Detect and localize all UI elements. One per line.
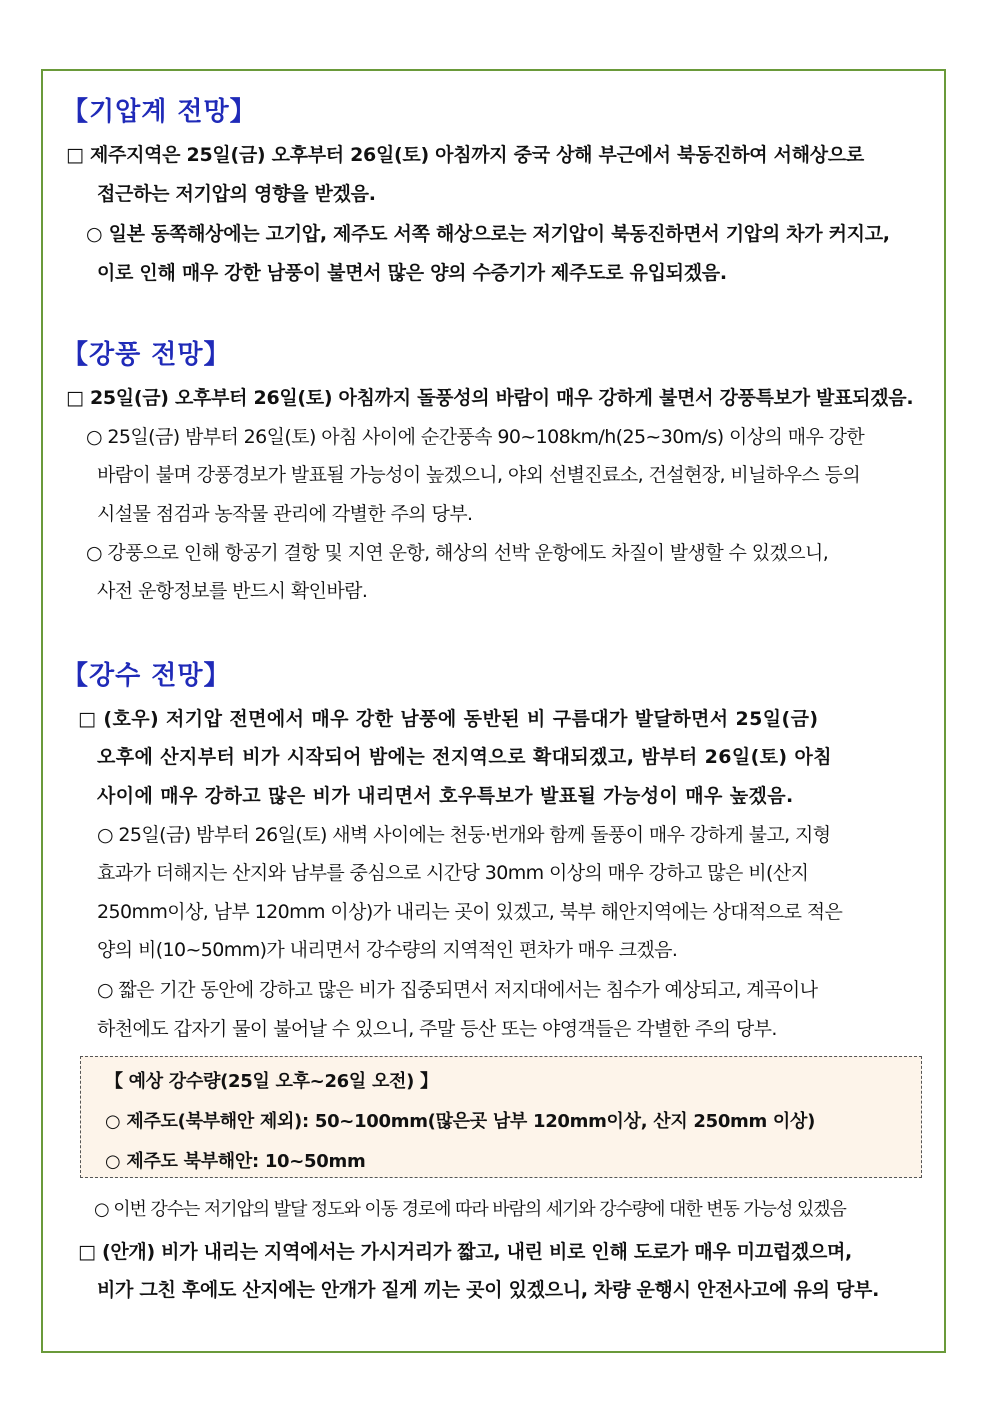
pressure-p2-line1: ○ 일본 동쪽해상에는 고기압, 제주도 서쪽 해상으로는 저기압이 북동진하면서 기압의 차가 커지고, xyxy=(86,223,890,245)
pressure-p1-line2: 접근하는 저기압의 영향을 받겠음. xyxy=(97,183,376,205)
wind-p2-line2: 바람이 불며 강풍경보가 발표될 가능성이 높겠으니, 야외 선별진료소, 건설현장, 비닐하우스 등의 xyxy=(97,464,861,486)
wind-heading: 【강풍 전망】 xyxy=(62,340,231,370)
wind-p2-line3: 시설물 점검과 농작물 관리에 각별한 주의 당부. xyxy=(97,503,473,525)
rain-p1-line1: □ (호우) 저기압 전면에서 매우 강한 남풍에 동반된 비 구름대가 발달하면서 25일(금) xyxy=(78,708,819,730)
rain-p3-line1: ○ 짧은 기간 동안에 강하고 많은 비가 집중되면서 저지대에서는 침수가 예상되고, 계곡이나 xyxy=(97,979,818,1001)
expected-rainfall-line1: ○ 제주도(북부해안 제외): 50~100mm(많은곳 남부 120mm이상, 산지 250mm 이상) xyxy=(105,1111,816,1132)
rain-p1-line3: 사이에 매우 강하고 많은 비가 내리면서 호우특보가 발표될 가능성이 매우 높겠음. xyxy=(97,785,794,807)
wind-p3-line2: 사전 운항정보를 반드시 확인바람. xyxy=(97,580,368,602)
rain-p2-line2: 효과가 더해지는 산지와 남부를 중심으로 시간당 30mm 이상의 매우 강하고 많은 비(산지 xyxy=(97,862,809,884)
expected-rainfall-line2: ○ 제주도 북부해안: 10~50mm xyxy=(105,1151,366,1172)
rain-p3-line2: 하천에도 갑자기 물이 불어날 수 있으니, 주말 등산 또는 야영객들은 각별한 주의 당부. xyxy=(97,1018,777,1040)
pressure-p2-line2: 이로 인해 매우 강한 남풍이 불면서 많은 양의 수증기가 제주도로 유입되겠음. xyxy=(97,262,727,284)
pressure-p1-line1: □ 제주지역은 25일(금) 오후부터 26일(토) 아침까지 중국 상해 부근에서 북동진하여 서해상으로 xyxy=(66,144,864,166)
wind-p1: □ 25일(금) 오후부터 26일(토) 아침까지 돌풍성의 바람이 매우 강하게 불면서 강풍특보가 발표되겠음. xyxy=(66,387,914,409)
expected-rainfall-box xyxy=(80,1056,922,1178)
rain-p5-line2: 비가 그친 후에도 산지에는 안개가 짙게 끼는 곳이 있겠으니, 차량 운행시 안전사고에 유의 당부. xyxy=(97,1279,879,1301)
rain-p4: ○ 이번 강수는 저기압의 발달 정도와 이동 경로에 따라 바람의 세기와 강수량에 대한 변동 가능성 있겠음 xyxy=(94,1199,846,1220)
wind-p2-line1: ○ 25일(금) 밤부터 26일(토) 아침 사이에 순간풍속 90~108km/h(25~30m/s) 이상의 매우 강한 xyxy=(86,426,865,448)
rain-p2-line1: ○ 25일(금) 밤부터 26일(토) 새벽 사이에는 천둥·번개와 함께 돌풍이 매우 강하게 불고, 지형 xyxy=(97,824,831,846)
rain-p2-line3: 250mm이상, 남부 120mm 이상)가 내리는 곳이 있겠고, 북부 해안지역에는 상대적으로 적은 xyxy=(97,901,843,923)
wind-p3-line1: ○ 강풍으로 인해 항공기 결항 및 지연 운항, 해상의 선박 운항에도 차질이 발생할 수 있겠으니, xyxy=(86,542,829,564)
rain-p2-line4: 양의 비(10~50mm)가 내리면서 강수량의 지역적인 편차가 매우 크겠음. xyxy=(97,939,678,961)
expected-rainfall-title: 【 예상 강수량(25일 오후~26일 오전) 】 xyxy=(105,1071,438,1092)
rain-p5-line1: □ (안개) 비가 내리는 지역에서는 가시거리가 짧고, 내린 비로 인해 도로가 매우 미끄럽겠으며, xyxy=(78,1241,852,1263)
rain-heading: 【강수 전망】 xyxy=(62,661,231,691)
rain-p1-line2: 오후에 산지부터 비가 시작되어 밤에는 전지역으로 확대되겠고, 밤부터 26일(토) 아침 xyxy=(97,746,833,768)
pressure-heading: 【기압계 전망】 xyxy=(62,97,257,127)
